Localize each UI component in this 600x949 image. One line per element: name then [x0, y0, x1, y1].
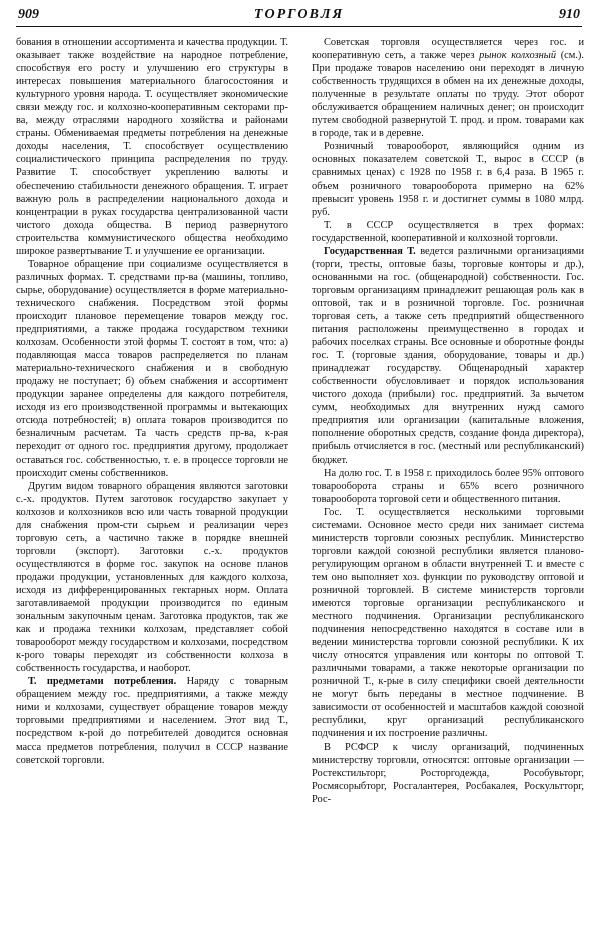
- paragraph: Другим видом товарного обращения являются заготовки с.-х. продуктов. Путем заготовок государство закупает у колхозов и колхозников всю или часть товарной продукции для снабжения пром-сти сырьем и реализации через торговую сеть, а частично также в порядке внешней торговли (экспорт). Заготовки с.-х. продуктов осуществляются в форме гос. закупок на основе планов продажи продукции, установленных для каждого колхоза, исходя из дифференцированных гектарных норм. Оплата заготавливаемой продукции производится по единым зональным закупочным ценам. Заготовка продуктов, так же как и продажа техники колхозам, представляет собой товарооборот между государством и колхозами, посредством к-рого товары переходят из собственности колхоза в собственность государства, и наоборот.: [16, 480, 288, 675]
- paragraph: Розничный товарооборот, являющийся одним из основных показателем советской Т., вырос в СССР (в сравнимых ценах) с 1928 по 1958 г. в 6,4 раза. В 1965 г. объем розничного товарооборота примерно на 62% превысит уровень 1958 г. и достигнет суммы в 1080 млрд. руб.: [312, 141, 584, 218]
- section-heading: Т. предметами потребления.: [28, 676, 177, 688]
- cross-reference: рынок колхозный: [479, 50, 557, 62]
- paragraph: [312, 245, 584, 467]
- paragraph: бования в отношении ассортимента и качества продукции. Т. оказывает также воздействие на народное потребление, способствуя его росту и улучшению его структуры в интересах повышения материального благосостояния и культурного уровня народа. Т. осуществляет экономические связи между гос. и колхозно-кооперативным секторами пр-ва, между отраслями народного хозяйства и районами страны. Обмениваемая предметы потребления на денежные доходы населения, Т. способствует осуществлению социалистического принципа распределения по труду. Развитие Т. способствует укреплению валюты и обеспечению стабильности денежного обращения. Т. играет важную роль в распределении национального дохода и концентрации в руках государства централизованной части чистого дохода общества. В период развернутого строительства коммунистического общества необходимо широкое развертывание Т. и улучшение ее организации.: [16, 37, 288, 257]
- page-number-left: 909: [18, 7, 39, 22]
- paragraph: На долю гос. Т. в 1958 г. приходилось более 95% оптового товарооборота страны и 65% всего розничного товарооборота торговой сети и общественного питания.: [312, 467, 584, 505]
- right-column: [312, 36, 584, 941]
- paragraph-text: Наряду с товарным обращением между гос. предприятиями, а также между ними и колхозами, существует обращение товаров между торговыми предприятиями и населением. Этот вид Т., посредством к-рой до потребителей доводится основная масса предметов потребления, получил в СССР название советской торговли.: [16, 676, 288, 766]
- page-number-right: 910: [559, 7, 580, 22]
- paragraph: Товарное обращение при социализме осуществляется в различных формах. Т. средствами пр-ва (машины, топливо, сырье, оборудование) осуществляется в форме материально-технического снабжения. Посредством этой формы происходит плановое перемещение товаров между гос. предприятиями, а также продажа государством техники колхозам. Особенности этой формы Т. состоят в том, что: а) подавляющая масса товаров распределяется по планам материально-технического снабжения и в свободную продажу не поступает; б) объем снабжения и ассортимент продукции заранее определены для каждого потребителя, исходя из его производственной программы и вытекающих отсюда потребностей; в) оплата товаров производится по безналичным расчетам. Та часть средств пр-ва, к-рая переходит от одного гос. предприятия другому, продолжает оставаться гос. собственностью, т. е. в процессе торговли не происходит смены собственников.: [16, 258, 288, 479]
- paragraph-text: (см.). При продаже товаров населению они переходят в личную собственность трудящихся в обмен на их денежные доходы, полученные в результате оплаты по труду. Этот оборот обслуживается обращением наличных денег; он происходит путем свободной развернутой Т. прод. и пром. товарами как в городе, так и в деревне.: [312, 50, 584, 140]
- paragraph-text: Советская торговля осуществляется через гос. и кооперативную сеть, а также через: [312, 37, 584, 62]
- paragraph-text: ведется различными организациями (торги, тресты, оптовые базы, торговые конторы и др.), основанными на гос. (общенародной) собственности. Гос. торговым организациям принадлежит решающая роль как в оптовой, так и в розничной торговле. Гос. розничная торговая сеть, а также сеть предприятий общественного питания расположены преимущественно в городах и рабочих поселках страны. Все основные и оборотные фонды гос. Т. (торговые здания, оборудование, товары и др.) принадлежат государству. Общенародный характер собственности обусловливает и порядок использования чистого дохода (прибыли) гос. предприятий. За вычетом сумм, необходимых для внутренних нужд самого предприятия или организации (капитальные вложения, пополнение оборотных средств, создание фонда директора), прибыль отчисляется в гос. (местный или республиканский) бюджет.: [312, 245, 584, 466]
- running-title: ТОРГОВЛЯ: [253, 7, 345, 22]
- paragraph: В РСФСР к числу организаций, подчиненных министерству торговли, относятся: оптовые организации — Ростекстильторг, Росторгодежда, Рособувьторг, Росмясорыбторг, Росгалантерея, Росбакалея, Роскультторг, Рос-: [312, 741, 584, 805]
- paragraph: [312, 36, 584, 140]
- paragraph: Т. в СССР осуществляется в трех формах: государственной, кооперативной и колхозной торговли.: [312, 219, 584, 244]
- paragraph: [16, 675, 288, 766]
- section-heading: Государственная Т.: [324, 245, 416, 257]
- left-column: [16, 36, 288, 941]
- paragraph: Гос. Т. осуществляется несколькими торговыми системами. Основное место среди них занимает система министерств торговли союзных республик. Министерство торговли каждой союзной республики является планово-регулирующим органом в области внутренней Т. и вместе с тем оно выполняет хоз. функции по руководству оптовой и розничной торговлей. В системе министерств торговли имеются торговые организации республиканского и местного подчинения. Организации республиканского подчинения непосредственно находятся в составе или в ведении министерства торговли союзной республики. К их числу относятся управления или конторы по оптовой Т. различными товарами, а также некоторые организации по розничной Т., к-рые в силу специфики своей деятельности не могут быть переданы в местное подчинение. В зависимости от особенностей и масштабов каждой союзной республики, круг организаций республиканского подчинения и их построение различны.: [312, 506, 584, 740]
- running-header: [16, 6, 582, 27]
